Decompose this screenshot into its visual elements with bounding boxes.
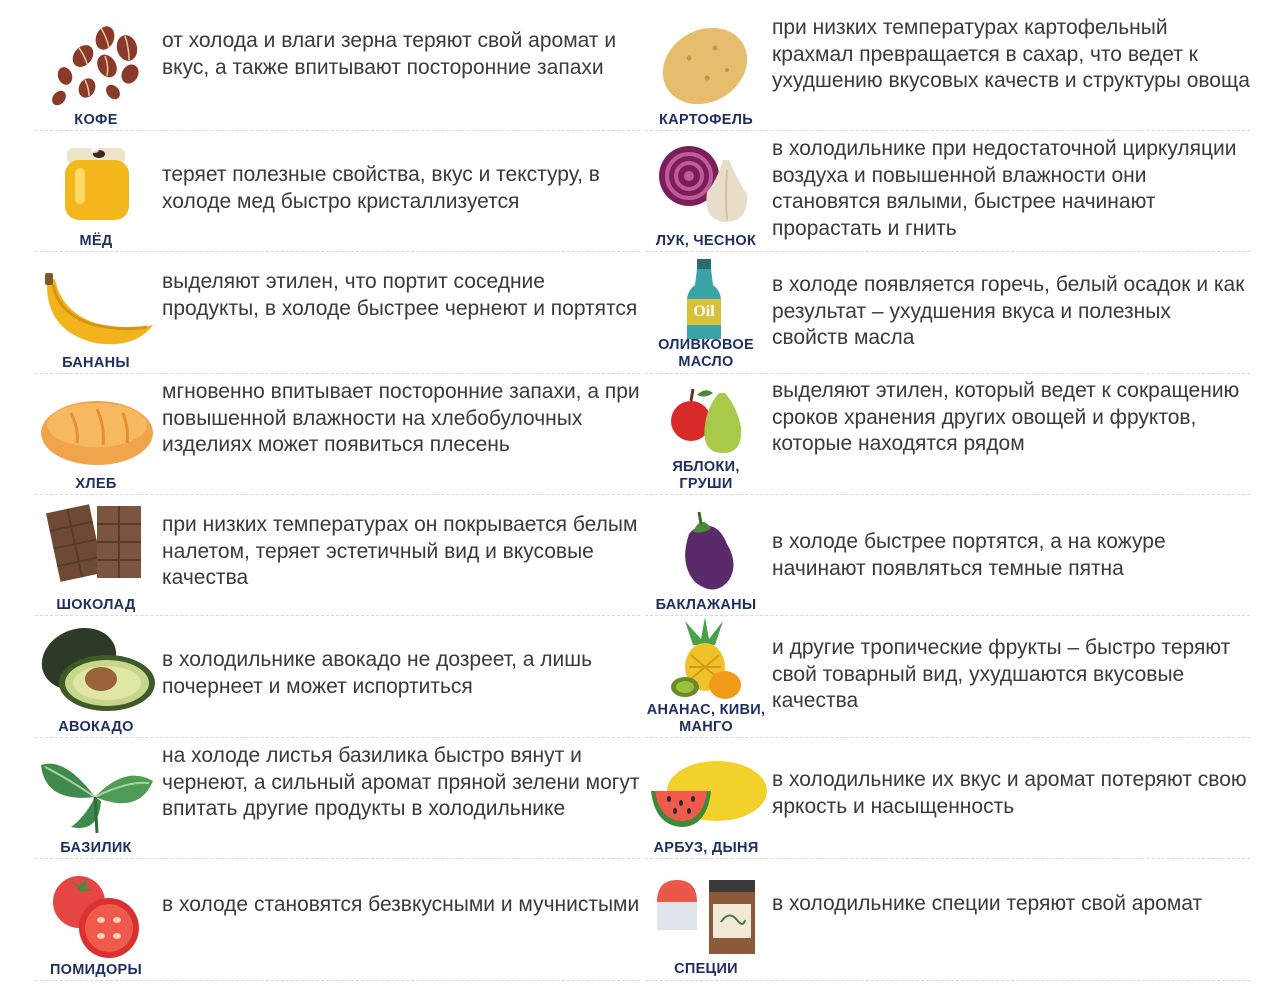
list-item-melon [645,737,1250,859]
item-label: БАНАНЫ [62,355,130,371]
item-description: в холоде становятся безвкусными и мучнистыми [162,893,640,916]
list-item-honey [35,130,640,252]
item-description: в холодильнике специи теряют свой аромат [772,892,1203,915]
list-item-olive-oil [645,251,1250,374]
list-item-bananas [35,251,640,374]
list-item-coffee [35,8,640,131]
list-item-chocolate [35,494,640,616]
item-label: ЛУК, ЧЕСНОК [655,233,757,249]
item-label: БАЗИЛИК [60,840,132,856]
item-description: в холодильнике их вкус и аромат потеряют свою яркость и насыщенность [772,768,1247,818]
item-label: СПЕЦИИ [674,961,738,977]
item-description: на холоде листья базилика быстро вянут и чернеют, а сильный аромат пряной зелени могут впитать другие продукты в холодильнике [162,744,640,820]
item-label: МЁД [79,233,113,249]
item-label: ШОКОЛАД [56,597,136,613]
item-description: теряет полезные свойства, вкус и текстуру, в холоде мед быстро кристаллизуется [162,163,600,213]
list-item-potato [645,8,1250,131]
item-label: ХЛЕБ [75,476,117,492]
list-item-tropical [645,615,1250,738]
item-description: мгновенно впитывает посторонние запахи, а при повышенной влажности на хлебобулочных изделиях может появиться плесень [162,380,640,456]
item-label: АРБУЗ, ДЫНЯ [653,840,759,856]
list-item-apples-pears [645,373,1250,495]
list-item-eggplant [645,494,1250,616]
item-label: КОФЕ [74,112,118,128]
item-description: и другие тропические фрукты – быстро теряют свой товарный вид, ухудшаются вкусовые качества [772,636,1231,712]
item-label: КАРТОФЕЛЬ [659,112,753,128]
list-item-onion-garlic [645,130,1250,252]
bottle-label: Oil [693,303,715,320]
item-label: АВОКАДО [58,719,134,735]
item-label: ОЛИВКОВОЕ МАСЛО [658,337,754,370]
item-label: БАКЛАЖАНЫ [655,597,757,613]
item-label: ПОМИДОРЫ [49,962,143,978]
list-item-basil [35,737,640,859]
list-item-avocado [35,615,640,738]
item-description: в холоде быстрее портятся, а на кожуре начинают появляться темные пятна [772,530,1166,580]
item-description: в холодильнике при недостаточной циркуляции воздуха и повышенной влажности они становятся вялыми, быстрее начинают прорастать и гнить [772,137,1237,240]
item-description: при низких температурах он покрывается белым налетом, теряет эстетичный вид и вкусовые качества [162,513,638,589]
item-description: от холода и влаги зерна теряют свой аромат и вкус, а также впитывают посторонние запахи [162,29,617,79]
item-description: выделяют этилен, что портит соседние продукты, в холоде быстрее чернеют и портятся [162,270,638,320]
list-item-spices [645,858,1250,981]
item-label: ЯБЛОКИ, ГРУШИ [672,459,740,492]
list-item-tomatoes [35,858,640,981]
item-description: при низких температурах картофельный крахмал превращается в сахар, что ведет к ухудшению вкусовых качеств и структуры овоща [772,16,1250,92]
item-description: выделяют этилен, который ведет к сокращению сроков хранения других овощей и фруктов, которые находятся рядом [772,379,1240,455]
item-description: в холодильнике авокадо не дозреет, а лишь почернеет и может испортиться [162,648,593,698]
item-description: в холоде появляется горечь, белый осадок и как результат – ухудшения вкуса и полезных свойств масла [772,273,1245,349]
list-item-bread [35,373,640,495]
item-label: АНАНАС, КИВИ, МАНГО [646,702,766,735]
